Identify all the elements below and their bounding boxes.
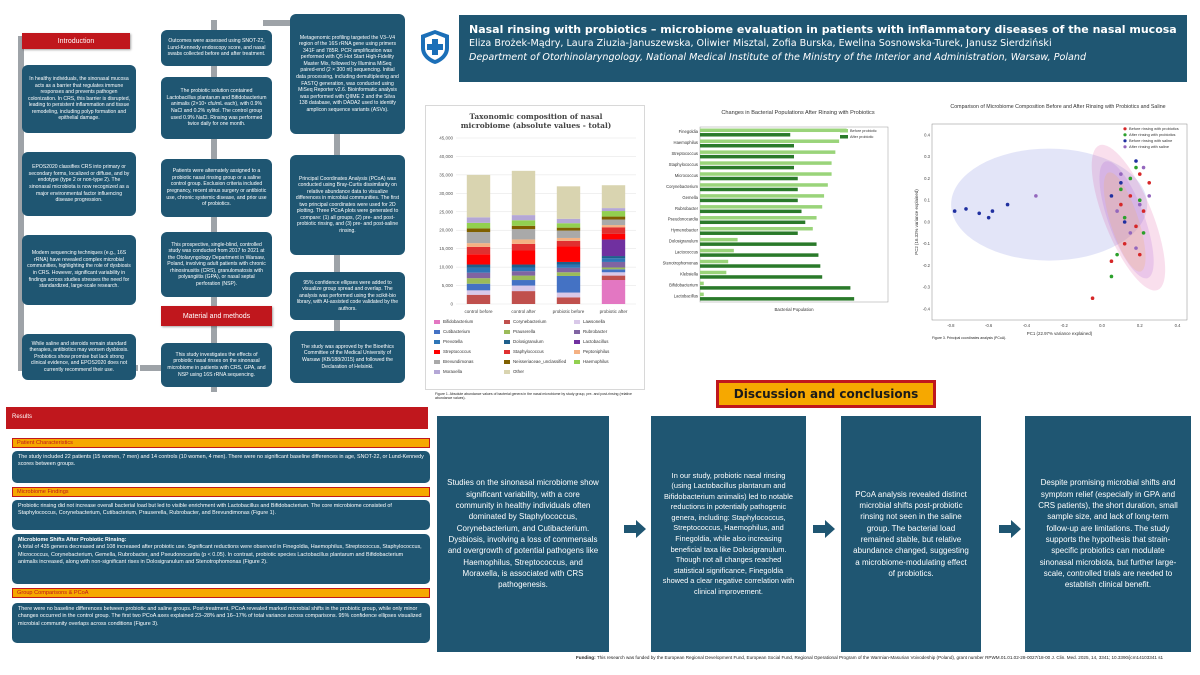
legend-item [504, 349, 574, 354]
legend-swatch [504, 360, 510, 364]
y-tick-label: -0.3 [922, 284, 930, 290]
category-label: Haemophilus [673, 140, 698, 146]
funding-label: Funding: [576, 655, 596, 660]
bar [700, 297, 854, 301]
legend-swatch [504, 350, 510, 354]
y-tick-label: 45,000 [439, 135, 453, 141]
y-tick-label: 25,000 [439, 209, 453, 215]
bar-segment [467, 284, 490, 291]
category-label: Rubrobacter [674, 205, 698, 211]
bar-segment [602, 225, 625, 227]
x-tick-label: 0.0 [1099, 323, 1105, 328]
scatter-point [953, 209, 957, 213]
connector-line [140, 365, 162, 371]
bar-segment [557, 276, 580, 293]
bar [700, 144, 794, 148]
bar [700, 275, 822, 279]
results-header: Results [6, 407, 428, 429]
legend-item [434, 329, 504, 334]
discussion-box-1: Studies on the sinonasal microbiome show significant variability, with a core community in healthy individuals often dominated by Staphylococcus, Corynebacterium, and Cutibacterium. Dysbiosis, involving a loss of commensals and overgrowth of potential pathogens like Haemophilus, Streptococcus, and Moraxella, is associated with CRS pathogenesis. [437, 416, 609, 652]
legend-item [504, 359, 574, 364]
bar-segment [467, 290, 490, 294]
bar-segment [557, 246, 580, 261]
bar [700, 150, 835, 154]
legend-item [574, 359, 644, 364]
legend-label: Before rinsing with probiotics [1129, 126, 1179, 131]
discussion-box-2: In our study, probiotic nasal rinsing (using Lactobacillus plantarum and Bifidobacterium animalis) led to notable reductions in potentially pathogenic genera, including: Staphylococcus, Streptococcus, Haemophilus, and Finegoldia, while also increasing beneficial taxa like Dolosigranulum. Though not all changes reached statistical significance, Finegoldia showed a clear negative correlation with clinical improvement. [651, 416, 806, 652]
bar-segment [467, 232, 490, 243]
legend-swatch [504, 370, 510, 374]
bar [700, 129, 847, 133]
bar [700, 133, 790, 137]
category-label: Hymenobacter [670, 227, 698, 233]
scatter-point [1138, 172, 1142, 176]
fig1-title: Taxonomic composition of nasal microbiome (absolute values - total) [460, 112, 612, 131]
legend-item [434, 319, 504, 324]
y-tick-label: 35,000 [439, 172, 453, 178]
legend-label: Neisseriaceae_unclassified [513, 359, 567, 364]
scatter-point [1123, 220, 1127, 224]
figure-1 [425, 105, 645, 390]
results-sub-microbiome: Microbiome Findings [12, 487, 430, 497]
legend-swatch [434, 370, 440, 374]
fig3-caption: Figure 3. Principal coordinates analysis (PCoA). [932, 336, 1007, 340]
fig3-chart [912, 110, 1194, 338]
legend-swatch [504, 340, 510, 344]
scatter-point [1134, 246, 1138, 250]
methods-header: Material and methods [161, 306, 272, 326]
bar-segment [467, 254, 490, 264]
legend-swatch [574, 340, 580, 344]
scatter-point [977, 211, 981, 215]
legend-item [574, 319, 644, 324]
y-tick-label: -0.1 [922, 241, 930, 247]
x-tick-label: -0.4 [1022, 323, 1031, 328]
bar-segment [467, 247, 490, 254]
legend-item [574, 349, 644, 354]
bar-segment [557, 219, 580, 223]
x-tick-label: -0.6 [985, 323, 993, 328]
bar-segment [557, 238, 580, 241]
bar [700, 231, 798, 235]
bar-segment [602, 262, 625, 268]
scatter-point [1134, 159, 1138, 163]
fig1-legend [434, 319, 644, 374]
methods-box-outcomes: Outcomes were assessed using SNOT-22, Lund-Kennedy endoscopy score, and nasal swabs collected before and after treatment. [161, 30, 272, 66]
bar-segment [557, 297, 580, 304]
scatter-point [1123, 216, 1127, 220]
legend-item [434, 359, 504, 364]
bar-segment [557, 241, 580, 247]
y-tick-label: 0.4 [924, 132, 930, 138]
category-label: Dolosigranulum [668, 238, 698, 244]
legend-label: Prevotella [443, 339, 463, 344]
discussion-header: Discussion and conclusions [716, 380, 936, 408]
bar-segment [512, 267, 535, 271]
bar [700, 271, 726, 275]
y-tick-label: 0.0 [924, 219, 930, 225]
bar [700, 166, 794, 170]
bar-segment [512, 215, 535, 220]
legend-label: Lactobacillus [583, 339, 609, 344]
bar-segment [557, 231, 580, 238]
cross-shield-icon [416, 28, 454, 66]
legend-label: Cutibacterium [443, 329, 471, 334]
fig2-title: Changes in Bacterial Populations After Rinsing with Probiotics [721, 110, 875, 116]
bar-segment [512, 251, 535, 265]
bar [700, 227, 813, 231]
category-label: Micrococcus [674, 172, 698, 178]
bar-segment [467, 295, 490, 304]
scatter-point [1147, 194, 1151, 198]
legend-label: Other [513, 369, 524, 374]
bar-segment [512, 226, 535, 229]
legend-label: Peptoniphilus [583, 349, 610, 354]
bar [700, 238, 738, 242]
legend-swatch [434, 360, 440, 364]
y-tick-label: 5,000 [441, 283, 453, 289]
poster-title-block [459, 15, 1187, 82]
bar [700, 139, 839, 143]
bar-segment [467, 278, 490, 284]
discussion-box-4: Despite promising microbial shifts and symptom relief (especially in GPA and CRS patients), the short duration, small sample size, and lack of long-term follow-up are limitations. The study supports the hypothesis that strain-specific probiotics can modulate sinonasal microbiota, but further large-scale, controlled trials are needed to establish clinical benefit. [1025, 416, 1191, 652]
results-text-microbiome: Probiotic rinsing did not increase overall bacterial load but led to visible enrichment with Lactobacillus and Bifidobacterium. The core microbiome consisted of Staphylococcus, Corynebacterium, Cutibacterium, Prauserella, Rubrobacter, and Brevundimonas (Figure 1). [12, 500, 430, 530]
figure-2 [648, 107, 910, 322]
category-label: Stenotrophomonas [662, 260, 698, 266]
y-tick-label: -0.4 [922, 306, 930, 312]
x-tick-label: 0.2 [1136, 323, 1143, 328]
bar [700, 286, 850, 290]
bar-segment [512, 291, 535, 304]
category-label: Streptococcus [671, 151, 698, 157]
funding-note [576, 655, 1192, 661]
bar [700, 253, 818, 257]
results-panel [6, 407, 428, 655]
scatter-point [1142, 209, 1146, 213]
bar [700, 205, 822, 209]
results-text-pcoa: There were no baseline differences between probiotic and saline groups. Post-treatment, PCoA revealed marked microbial shifts in the probiotic group, while only minor changes occurred in the control group. The first two PCoA axes explained 23–28% and 16–17% of total variance across comparisons. 95% confidence ellipses visualized microbial community overlaps across conditions (Figure 3). [12, 603, 430, 643]
y-axis-label: PC2 (16.32% variance explained) [914, 189, 919, 255]
legend-item [434, 339, 504, 344]
legend-item [574, 329, 644, 334]
scatter-point [1119, 203, 1123, 207]
legend-swatch [434, 340, 440, 344]
bar-segment [557, 223, 580, 227]
results-text-patients: The study included 22 patients (15 women, 7 men) and 14 controls (10 women, 4 men). There were no significant baseline differences in age, SNOT-22, or Lund-Kennedy scores between groups. [12, 451, 430, 483]
y-tick-label: 15,000 [439, 246, 453, 252]
methods-box-design: This prospective, single-blind, controlled study was conducted from 2017 to 2021 at the Otolaryngology Department in Warsaw, Poland, involving adult patients with chronic rhinosinusitis (CRS), granulomatosis with polyangiitis (GPA), or nasal septal perforation (NSP). [161, 232, 272, 297]
bar [700, 282, 704, 286]
scatter-point [1138, 203, 1142, 207]
y-tick-label: 20,000 [439, 227, 453, 233]
legend-label: Corynebacterium [513, 319, 547, 324]
scatter-point [1142, 166, 1146, 170]
intro-box-2: EPOS2020 classifies CRS into primary or secondary forms, localized or diffuse, and by endotype (type 2 or non-type 2). The sinonasal microbiota is now recognized as a major environmental factor influencing disease progression. [22, 152, 136, 216]
bar-segment [512, 280, 535, 286]
bar-segment [557, 186, 580, 218]
y-tick-label: 0.2 [924, 175, 930, 181]
fig1-chart [426, 128, 646, 328]
bar-segment [602, 239, 625, 256]
scatter-point [1142, 231, 1146, 235]
bar-segment [512, 239, 535, 243]
scatter-point [1129, 177, 1133, 181]
scatter-point [1119, 181, 1123, 185]
scatter-point [1115, 253, 1119, 257]
methods-box-aim: This study investigates the effects of probiotic nasal rinses on the sinonasal microbiome in patients with CRS, GPA, and NSP using 16S rRNA sequencing. [161, 343, 272, 387]
intro-box-3: Modern sequencing techniques (e.g., 16S rRNA) have revealed complex microbial communities, highlighting the role of dysbiosis in CRS. However, significant variability in findings across studies stresses the need for standardized, large-scale research. [22, 235, 136, 305]
bar-segment [467, 273, 490, 279]
arrow-right-icon [813, 520, 835, 538]
legend-label: Dolosigranulum [513, 339, 544, 344]
scatter-point [1138, 253, 1142, 257]
bar [700, 242, 817, 246]
bar-segment [512, 276, 535, 280]
x-axis-label: Bacterial Population [774, 307, 814, 312]
legend-label: Prauserella [513, 329, 536, 334]
bar [700, 249, 734, 253]
bar-segment [557, 228, 580, 231]
scatter-point [1006, 203, 1010, 207]
results-sub-pcoa: Group Comparisons & PCoA [12, 588, 430, 598]
methods-box-solution: The probiotic solution contained Lactobacillus plantarum and Bifidobacterium animalis (2×10⁹ cfu/mL each), with 0.9% NaCl and 0.2% xylitol. The control group used 0.9% NaCl. Rinsing was performed twice daily for one month. [161, 77, 272, 139]
legend-label: Rubrobacter [583, 329, 608, 334]
scatter-point [1134, 225, 1138, 229]
bar-segment [467, 223, 490, 229]
category-label: Pseudonocardia [667, 216, 698, 222]
bar [700, 188, 798, 192]
x-tick-label: control before [464, 309, 493, 314]
intro-header: Introduction [22, 33, 130, 49]
bar [700, 221, 805, 225]
bar [700, 194, 824, 198]
legend-swatch [574, 330, 580, 334]
bar-segment [602, 234, 625, 240]
legend-label: Before rinsing with saline [1129, 138, 1173, 143]
institute-logo [416, 28, 454, 66]
scatter-point [1119, 172, 1123, 176]
bar-segment [467, 217, 490, 223]
x-tick-label: control after [511, 309, 536, 314]
legend-swatch [574, 360, 580, 364]
x-tick-label: 0.4 [1174, 323, 1181, 328]
bar [700, 210, 802, 214]
methods-box-ellipses: 95% confidence ellipses were added to visualize group spread and overlap. The analysis was performed using the scikit-bio library, with AI-assisted code validated by the authors. [290, 272, 405, 320]
legend-item [434, 369, 504, 374]
x-tick-label: probiotic after [599, 309, 628, 314]
poster-title: Nasal rinsing with probiotics – microbiome evaluation in patients with inflammatory diseases of the nasal mucosa [469, 23, 1177, 36]
x-axis-label: PC1 (22.97% variance explained) [1026, 331, 1093, 336]
legend-swatch [434, 320, 440, 324]
scatter-point [1129, 231, 1133, 235]
bar-segment [512, 265, 535, 268]
bar-segment [602, 258, 625, 262]
bar-segment [602, 211, 625, 217]
legend-marker [1123, 145, 1126, 148]
bar [700, 264, 820, 268]
bar [700, 161, 832, 165]
poster-affiliation: Department of Otorhinolaryngology, National Medical Institute of the Ministry of the Interior and Administration, Warsaw, Poland [469, 52, 1087, 64]
discussion-box-3: PCoA analysis revealed distinct microbial shifts post-probiotic rinsing not seen in the saline group. The bacterial load remained stable, but relative abundance changed, suggesting a microbiome-modulating effect of probiotics. [841, 416, 981, 652]
bar-segment [602, 220, 625, 226]
bar-segment [467, 175, 490, 217]
legend-label: Haemophilus [583, 359, 609, 364]
legend-label: Bifidobacterium [443, 319, 474, 324]
legend-item [504, 369, 574, 374]
bar-segment [512, 271, 535, 275]
methods-box-pcoa: Principal Coordinates Analysis (PCoA) was conducted using Bray-Curtis dissimilarity on relative abundance data to visualize differences in microbial communities. The first two principal coordinates were used for 2D plotting. Three PCoA plots were generated to compare: (1) all groups, (2) pre- and post-probiotic rinsing, and (3) pre- and post-saline rinsing. [290, 155, 405, 255]
bar-segment [512, 286, 535, 292]
y-tick-label: 0.3 [924, 154, 930, 160]
bar-segment [557, 262, 580, 265]
scatter-point [1110, 259, 1114, 263]
bar-segment [602, 217, 625, 220]
category-label: Corynebacterium [666, 183, 698, 189]
legend-swatch [574, 320, 580, 324]
legend-swatch [504, 320, 510, 324]
bar-segment [467, 265, 490, 268]
bar-segment [512, 171, 535, 215]
bar-segment [467, 268, 490, 273]
results-sub-patients: Patient Characteristics [12, 438, 430, 448]
category-label: Lactococcus [674, 249, 698, 255]
scatter-point [1138, 198, 1142, 202]
x-tick-label: -0.8 [947, 323, 955, 328]
methods-box-allocation: Patients were alternately assigned to a probiotic nasal rinsing group or a saline control group. Exclusion criteria included pregnancy, recent sinus surgery or antibiotic use, chronic systemic disease, and prior use of probiotics. [161, 159, 272, 217]
bar-segment [467, 243, 490, 247]
legend-item [574, 339, 644, 344]
category-label: Gemella [682, 194, 698, 200]
bar-segment [557, 265, 580, 268]
poster-authors: Eliza Brożek-Mądry, Laura Ziuzia-Januszewska, Oliwier Misztal, Zofia Burska, Ewelina Sosnowska-Turek, Janusz Sierdziński [469, 38, 1052, 50]
intro-box-4: While saline and steroids remain standard therapies, antibiotics may worsen dysbiosis. Probiotics show promise but lack strong clinical evidence, and EPOS2020 does not currently recommend their use. [22, 334, 136, 380]
legend-swatch [434, 350, 440, 354]
bar [700, 177, 798, 181]
intro-box-1: In healthy individuals, the sinonasal mucosa acts as a barrier that regulates immune responses and prevents pathogen colonization. In CRS, this barrier is disrupted, leading to persistent inflammation and tissue remodeling, including polyp formation and epithelial damage. [22, 65, 136, 133]
scatter-point [987, 216, 991, 220]
scatter-point [1134, 166, 1138, 170]
legend-item [504, 329, 574, 334]
bar-segment [602, 256, 625, 258]
y-tick-label: 0 [450, 301, 453, 307]
methods-box-ethics: The study was approved by the Bioethics Committee of the Medical University of Warsaw (KB/188/2015) and followed the Declaration of Helsinki. [290, 331, 405, 383]
results-shifts-title: Microbiome Shifts After Probiotic Rinsing: [18, 537, 127, 543]
bar-segment [602, 208, 625, 211]
y-tick-label: 40,000 [439, 153, 453, 159]
scatter-point [1110, 194, 1114, 198]
legend-swatch [840, 135, 848, 139]
category-label: Finegoldia [678, 129, 698, 135]
bar [700, 172, 832, 176]
scatter-point [1147, 181, 1151, 185]
x-tick-label: probiotic before [552, 309, 585, 314]
legend-swatch [504, 330, 510, 334]
bar-segment [512, 220, 535, 226]
bar [700, 216, 817, 220]
category-label: Lactobacillus [673, 293, 698, 299]
bar [700, 199, 798, 203]
fig2-chart [648, 117, 910, 327]
bar-segment [467, 228, 490, 232]
bar-segment [512, 229, 535, 239]
y-tick-label: -0.2 [922, 262, 930, 268]
bar [700, 260, 728, 264]
scatter-point [1091, 296, 1095, 300]
results-shifts-text: A total of 435 genera decreased and 108 increased after probiotic use. Significant reductions were observed in Finegoldia, Haemophilus, Streptococcus, Staphylococcus, Micrococcus, Corynebacterium, Gemella, Rubrobacter, and Pseudonocardia (p < 0.05). In contrast, probiotic species Lactobacillus plantarum and Bifidobacterium animalis increased, along with non-significant rises in Dolosigranulum and Stenotrophomonas (Figure 2). [18, 544, 422, 565]
bar-segment [602, 227, 625, 234]
scatter-point [1115, 209, 1119, 213]
results-box-shifts [12, 534, 430, 584]
category-label: Klebsiella [680, 271, 698, 277]
legend-label: After rinsing with probiotics [1129, 132, 1176, 137]
bar-segment [602, 267, 625, 269]
bar [700, 155, 794, 159]
legend-label: Before probiotic [850, 129, 877, 133]
legend-label: Moraxella [443, 369, 463, 374]
bar-segment [512, 244, 535, 251]
legend-label: Streptococcus [443, 349, 471, 354]
legend-item [504, 319, 574, 324]
arrow-right-icon [999, 520, 1021, 538]
fig3-title: Comparison of Microbiome Composition Before and After Rinsing with Probiotics and Saline [950, 104, 1166, 110]
methods-box-sequencing: Metagenomic profiling targeted the V3–V4 region of the 16S rRNA gene using primers 341F and 785R. PCR amplification was performed with Q5 Hot Start High-Fidelity Master Mix, followed by Illumina MiSeq paired-end (2 × 300 nt) sequencing. Initial data processing, including demultiplexing and FASTQ generation, was conducted using MiSeq Reporter v2.6. Bioinformatic analysis was performed with QIIME 2 and the Silva 138 database, with DADA2 used to identify amplicon sequence variants (ASVs). [290, 14, 405, 134]
legend-swatch [574, 350, 580, 354]
bar [700, 293, 704, 297]
scatter-point [964, 207, 968, 211]
legend-item [434, 349, 504, 354]
y-tick-label: 30,000 [439, 190, 453, 196]
legend-label: Brevundimonas [443, 359, 474, 364]
y-tick-label: 0.1 [924, 197, 930, 203]
legend-label: Lawsonella [583, 319, 605, 324]
arrow-right-icon [624, 520, 646, 538]
legend-marker [1123, 133, 1126, 136]
legend-marker [1123, 139, 1126, 142]
legend-swatch [434, 330, 440, 334]
bar-segment [602, 185, 625, 208]
x-tick-label: -0.2 [1060, 323, 1068, 328]
legend-label: Staphylococcus [513, 349, 544, 354]
bar [700, 183, 828, 187]
funding-text: This research was funded by the European Regional Development Fund, European Social Fund, Regional Operational Program of the Warmian-Masurian Voivodeship (Poland), grant number RPWM.01.01.02-28-0027/18-00 [596, 655, 1051, 660]
scatter-point [1110, 275, 1114, 279]
category-label: Staphylococcus [668, 162, 698, 168]
y-tick-label: 10,000 [439, 264, 453, 270]
funding-citation: J. Clin. Med. 2025, 14, 3341; 10.3390/jcm14103341 s1 [1051, 655, 1164, 660]
fig1-caption: Figure 1. Absolute abundance values of bacterial genera in the nasal microbiome by study group, pre- and post-rinsing (relative abundance values). [435, 392, 632, 401]
bar-segment [557, 272, 580, 276]
scatter-point [1129, 194, 1133, 198]
legend-label: After rinsing with saline [1129, 144, 1170, 149]
bar-segment [602, 272, 625, 275]
scatter-point [1034, 194, 1038, 198]
legend-swatch [840, 129, 848, 133]
figure-3 [912, 104, 1194, 338]
legend-label: After probiotic [850, 135, 874, 139]
scatter-point [991, 209, 995, 213]
bar-segment [602, 280, 625, 304]
bar-segment [602, 276, 625, 280]
scatter-point [1119, 188, 1123, 192]
legend-marker [1123, 127, 1126, 130]
legend-item [504, 339, 574, 344]
bar-segment [602, 269, 625, 272]
scatter-point [1123, 242, 1127, 246]
bar-segment [557, 293, 580, 298]
category-label: Bifidobacterium [669, 282, 698, 288]
bar-segment [557, 268, 580, 272]
